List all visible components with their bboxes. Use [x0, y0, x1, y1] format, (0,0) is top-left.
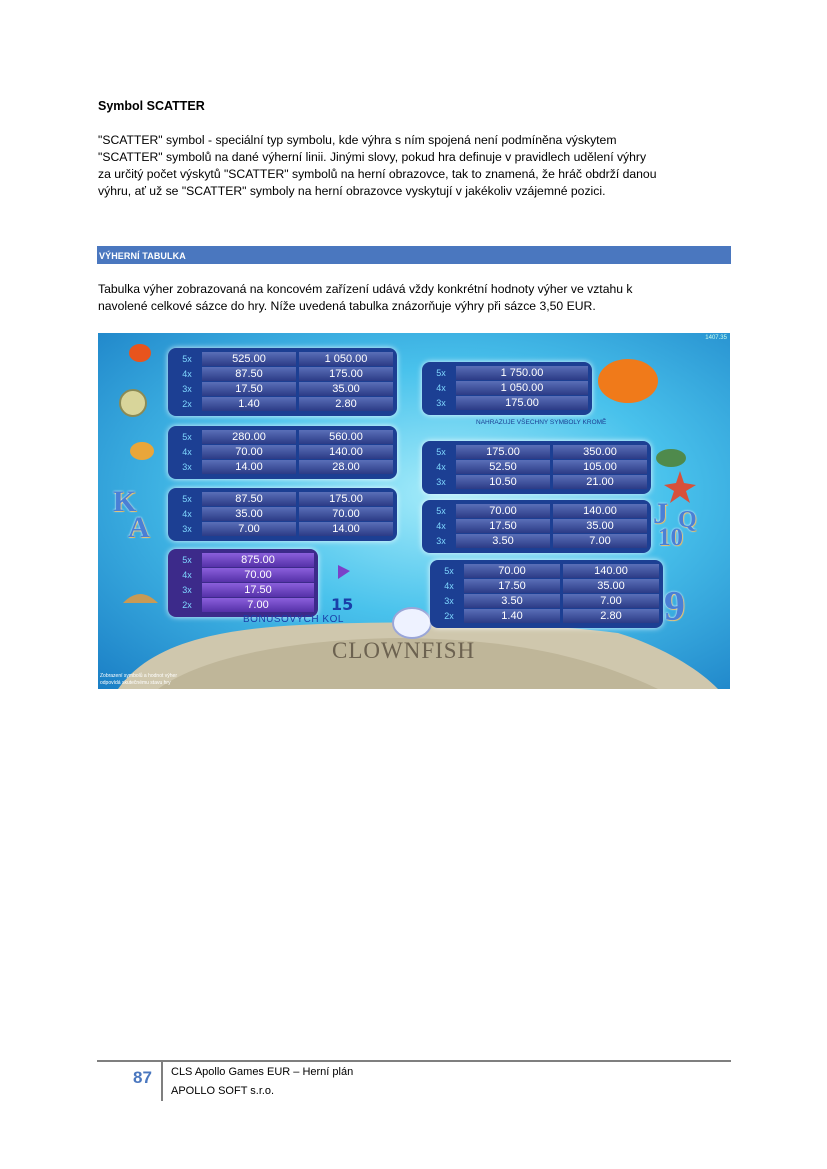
shell-icon [123, 594, 158, 603]
multiplier-label: 3x [182, 585, 192, 595]
payout-value: 17.50 [202, 583, 314, 597]
substitutes-note: NAHRAZUJE VŠECHNY SYMBOLY KROMĚ [476, 419, 607, 426]
paytable-row [434, 564, 659, 579]
paytable-row [172, 522, 393, 537]
multiplier-label: 3x [182, 462, 192, 472]
paytable-row [172, 568, 314, 583]
payout-value: 560.00 [299, 430, 393, 444]
payout-value: 52.50 [456, 460, 550, 474]
section-bar [97, 246, 731, 264]
multiplier-label: 5x [182, 432, 192, 442]
payout-value: 17.50 [202, 382, 296, 396]
paytable-row [172, 598, 314, 613]
multiplier-label: 3x [436, 536, 446, 546]
crab-icon [129, 344, 151, 362]
payout-value: 70.00 [299, 507, 393, 521]
paytable-row [426, 519, 647, 534]
multiplier-label: 4x [182, 369, 192, 379]
multiplier-label: 4x [436, 462, 446, 472]
paytable-screenshot [98, 333, 730, 689]
multiplier-label: 3x [436, 398, 446, 408]
card-letter-9: 9 [664, 584, 685, 630]
screen-id: 1407.35 [705, 335, 727, 341]
payout-value: 3.50 [456, 534, 550, 548]
payout-value: 28.00 [299, 460, 393, 474]
paytable-row [426, 445, 647, 460]
paytable-row [426, 504, 647, 519]
payout-value: 2.80 [563, 609, 659, 623]
bonus-count: 15 [331, 595, 354, 614]
multiplier-label: 4x [436, 521, 446, 531]
payout-value: 350.00 [553, 445, 647, 459]
payout-value: 105.00 [553, 460, 647, 474]
paytable-row [426, 475, 647, 490]
payout-value: 175.00 [456, 396, 588, 410]
clownfish-icon [598, 359, 658, 403]
payout-value: 7.00 [202, 522, 296, 536]
payout-value: 1 050.00 [299, 352, 393, 366]
paytable-row [434, 594, 659, 609]
paytable-group [434, 564, 659, 624]
payout-value: 2.80 [299, 397, 393, 411]
payout-value: 175.00 [299, 492, 393, 506]
starfish-icon [664, 471, 696, 503]
paytable-row [434, 609, 659, 624]
payout-value: 280.00 [202, 430, 296, 444]
payout-value: 87.50 [202, 367, 296, 381]
payout-value: 875.00 [202, 553, 314, 567]
bonus-label: BONUSOVÝCH KOL [243, 614, 344, 625]
payout-value: 175.00 [299, 367, 393, 381]
paytable-group [426, 445, 647, 490]
text-line: navolené celkové sázce do hry. Níže uvedená tabulka znázorňuje výhry při sázce 3,50 EUR. [98, 299, 596, 313]
pufferfish-icon [120, 390, 146, 416]
multiplier-label: 2x [444, 611, 454, 621]
payout-value: 70.00 [202, 568, 314, 582]
paytable-intro-paragraph [98, 281, 730, 315]
game-logo: CLOWNFISH [332, 638, 476, 663]
arrow-icon [338, 565, 350, 579]
paytable-row [172, 430, 393, 445]
paytable-row [434, 579, 659, 594]
footer-rule [97, 1060, 731, 1062]
multiplier-label: 4x [436, 383, 446, 393]
paytable-group [172, 352, 393, 412]
section-heading: Symbol SCATTER [98, 99, 205, 113]
payout-value: 7.00 [202, 598, 314, 612]
footer-title: CLS Apollo Games EUR – Herní plán [171, 1066, 354, 1078]
pearl-icon [393, 608, 431, 638]
payout-value: 70.00 [464, 564, 560, 578]
multiplier-label: 5x [444, 566, 454, 576]
paytable-row [172, 507, 393, 522]
paytable-row [172, 492, 393, 507]
multiplier-label: 5x [182, 555, 192, 565]
multiplier-label: 4x [444, 581, 454, 591]
text-line: "SCATTER" symbolů na dané výherní linii. Jinými slovy, pokud hra definuje v pravidlech udělení výhry [98, 150, 647, 164]
text-line: Tabulka výher zobrazovaná na koncovém zařízení udává vždy konkrétní hodnoty výher ve vztahu k [98, 282, 633, 296]
paytable-row [172, 460, 393, 475]
paytable-row [172, 382, 393, 397]
payout-value: 7.00 [553, 534, 647, 548]
turtle-icon [656, 449, 686, 467]
multiplier-label: 4x [182, 509, 192, 519]
payout-value: 175.00 [456, 445, 550, 459]
payout-value: 525.00 [202, 352, 296, 366]
payout-value: 35.00 [563, 579, 659, 593]
payout-value: 14.00 [299, 522, 393, 536]
card-letter-10: 10 [658, 524, 683, 551]
payout-value: 87.50 [202, 492, 296, 506]
multiplier-label: 5x [182, 354, 192, 364]
multiplier-label: 4x [182, 570, 192, 580]
text-line: za určitý počet výskytů "SCATTER" symbolů na herní obrazovce, tak to znamená, že hráč obdrží danou [98, 167, 657, 181]
payout-value: 70.00 [456, 504, 550, 518]
payout-value: 1 050.00 [456, 381, 588, 395]
payout-value: 1.40 [464, 609, 560, 623]
card-letter-k: K [113, 485, 137, 518]
payout-value: 140.00 [563, 564, 659, 578]
multiplier-label: 5x [436, 447, 446, 457]
footer-divider [161, 1062, 163, 1101]
paytable-row [172, 553, 314, 568]
payout-value: 21.00 [553, 475, 647, 489]
multiplier-label: 3x [444, 596, 454, 606]
text-line: "SCATTER" symbol - speciální typ symbolu, kde výhra s ním spojená není podmíněna výskytem [98, 133, 617, 147]
payout-value: 17.50 [456, 519, 550, 533]
paytable-row [426, 396, 588, 411]
paytable-row [172, 397, 393, 412]
scatter-paragraph [98, 132, 730, 200]
payout-value: 17.50 [464, 579, 560, 593]
payout-value: 35.00 [553, 519, 647, 533]
paytable-group [172, 553, 314, 613]
multiplier-label: 5x [436, 506, 446, 516]
payout-value: 7.00 [563, 594, 659, 608]
page-number: 87 [133, 1068, 152, 1087]
footer-company: APOLLO SOFT s.r.o. [171, 1085, 275, 1097]
multiplier-label: 3x [182, 524, 192, 534]
section-title: VÝHERNÍ TABULKA [99, 251, 186, 261]
paytable-group [172, 430, 393, 475]
multiplier-label: 5x [182, 494, 192, 504]
payout-value: 10.50 [456, 475, 550, 489]
payout-value: 70.00 [202, 445, 296, 459]
payout-value: 35.00 [299, 382, 393, 396]
paytable-row [172, 583, 314, 598]
multiplier-label: 2x [182, 600, 192, 610]
card-letter-q: Q [678, 507, 697, 533]
payout-value: 35.00 [202, 507, 296, 521]
multiplier-label: 3x [182, 384, 192, 394]
payout-value: 14.00 [202, 460, 296, 474]
paytable-row [172, 352, 393, 367]
card-letter-a: A [128, 511, 150, 544]
multiplier-label: 2x [182, 399, 192, 409]
paytable-row [172, 445, 393, 460]
fine-print: odpovídá skutečnému stavu hry [100, 680, 171, 686]
paytable-row [172, 367, 393, 382]
multiplier-label: 3x [436, 477, 446, 487]
payout-value: 140.00 [299, 445, 393, 459]
payout-value: 1.40 [202, 397, 296, 411]
card-letter-j: J [653, 497, 668, 530]
octopus-icon [130, 442, 154, 460]
paytable-group [426, 504, 647, 549]
paytable-row [426, 460, 647, 475]
payout-value: 140.00 [553, 504, 647, 518]
paytable-group [426, 366, 588, 411]
text-line: výhru, ať už se "SCATTER" symboly na herní obrazovce vyskytují v jakékoliv vzájemné pozici. [98, 184, 606, 198]
payout-value: 3.50 [464, 594, 560, 608]
paytable-group [172, 492, 393, 537]
paytable-row [426, 366, 588, 381]
multiplier-label: 5x [436, 368, 446, 378]
payout-value: 1 750.00 [456, 366, 588, 380]
paytable-row [426, 381, 588, 396]
multiplier-label: 4x [182, 447, 192, 457]
fine-print: Zobrazení symbolů a hodnot výher [100, 673, 177, 679]
paytable-row [426, 534, 647, 549]
